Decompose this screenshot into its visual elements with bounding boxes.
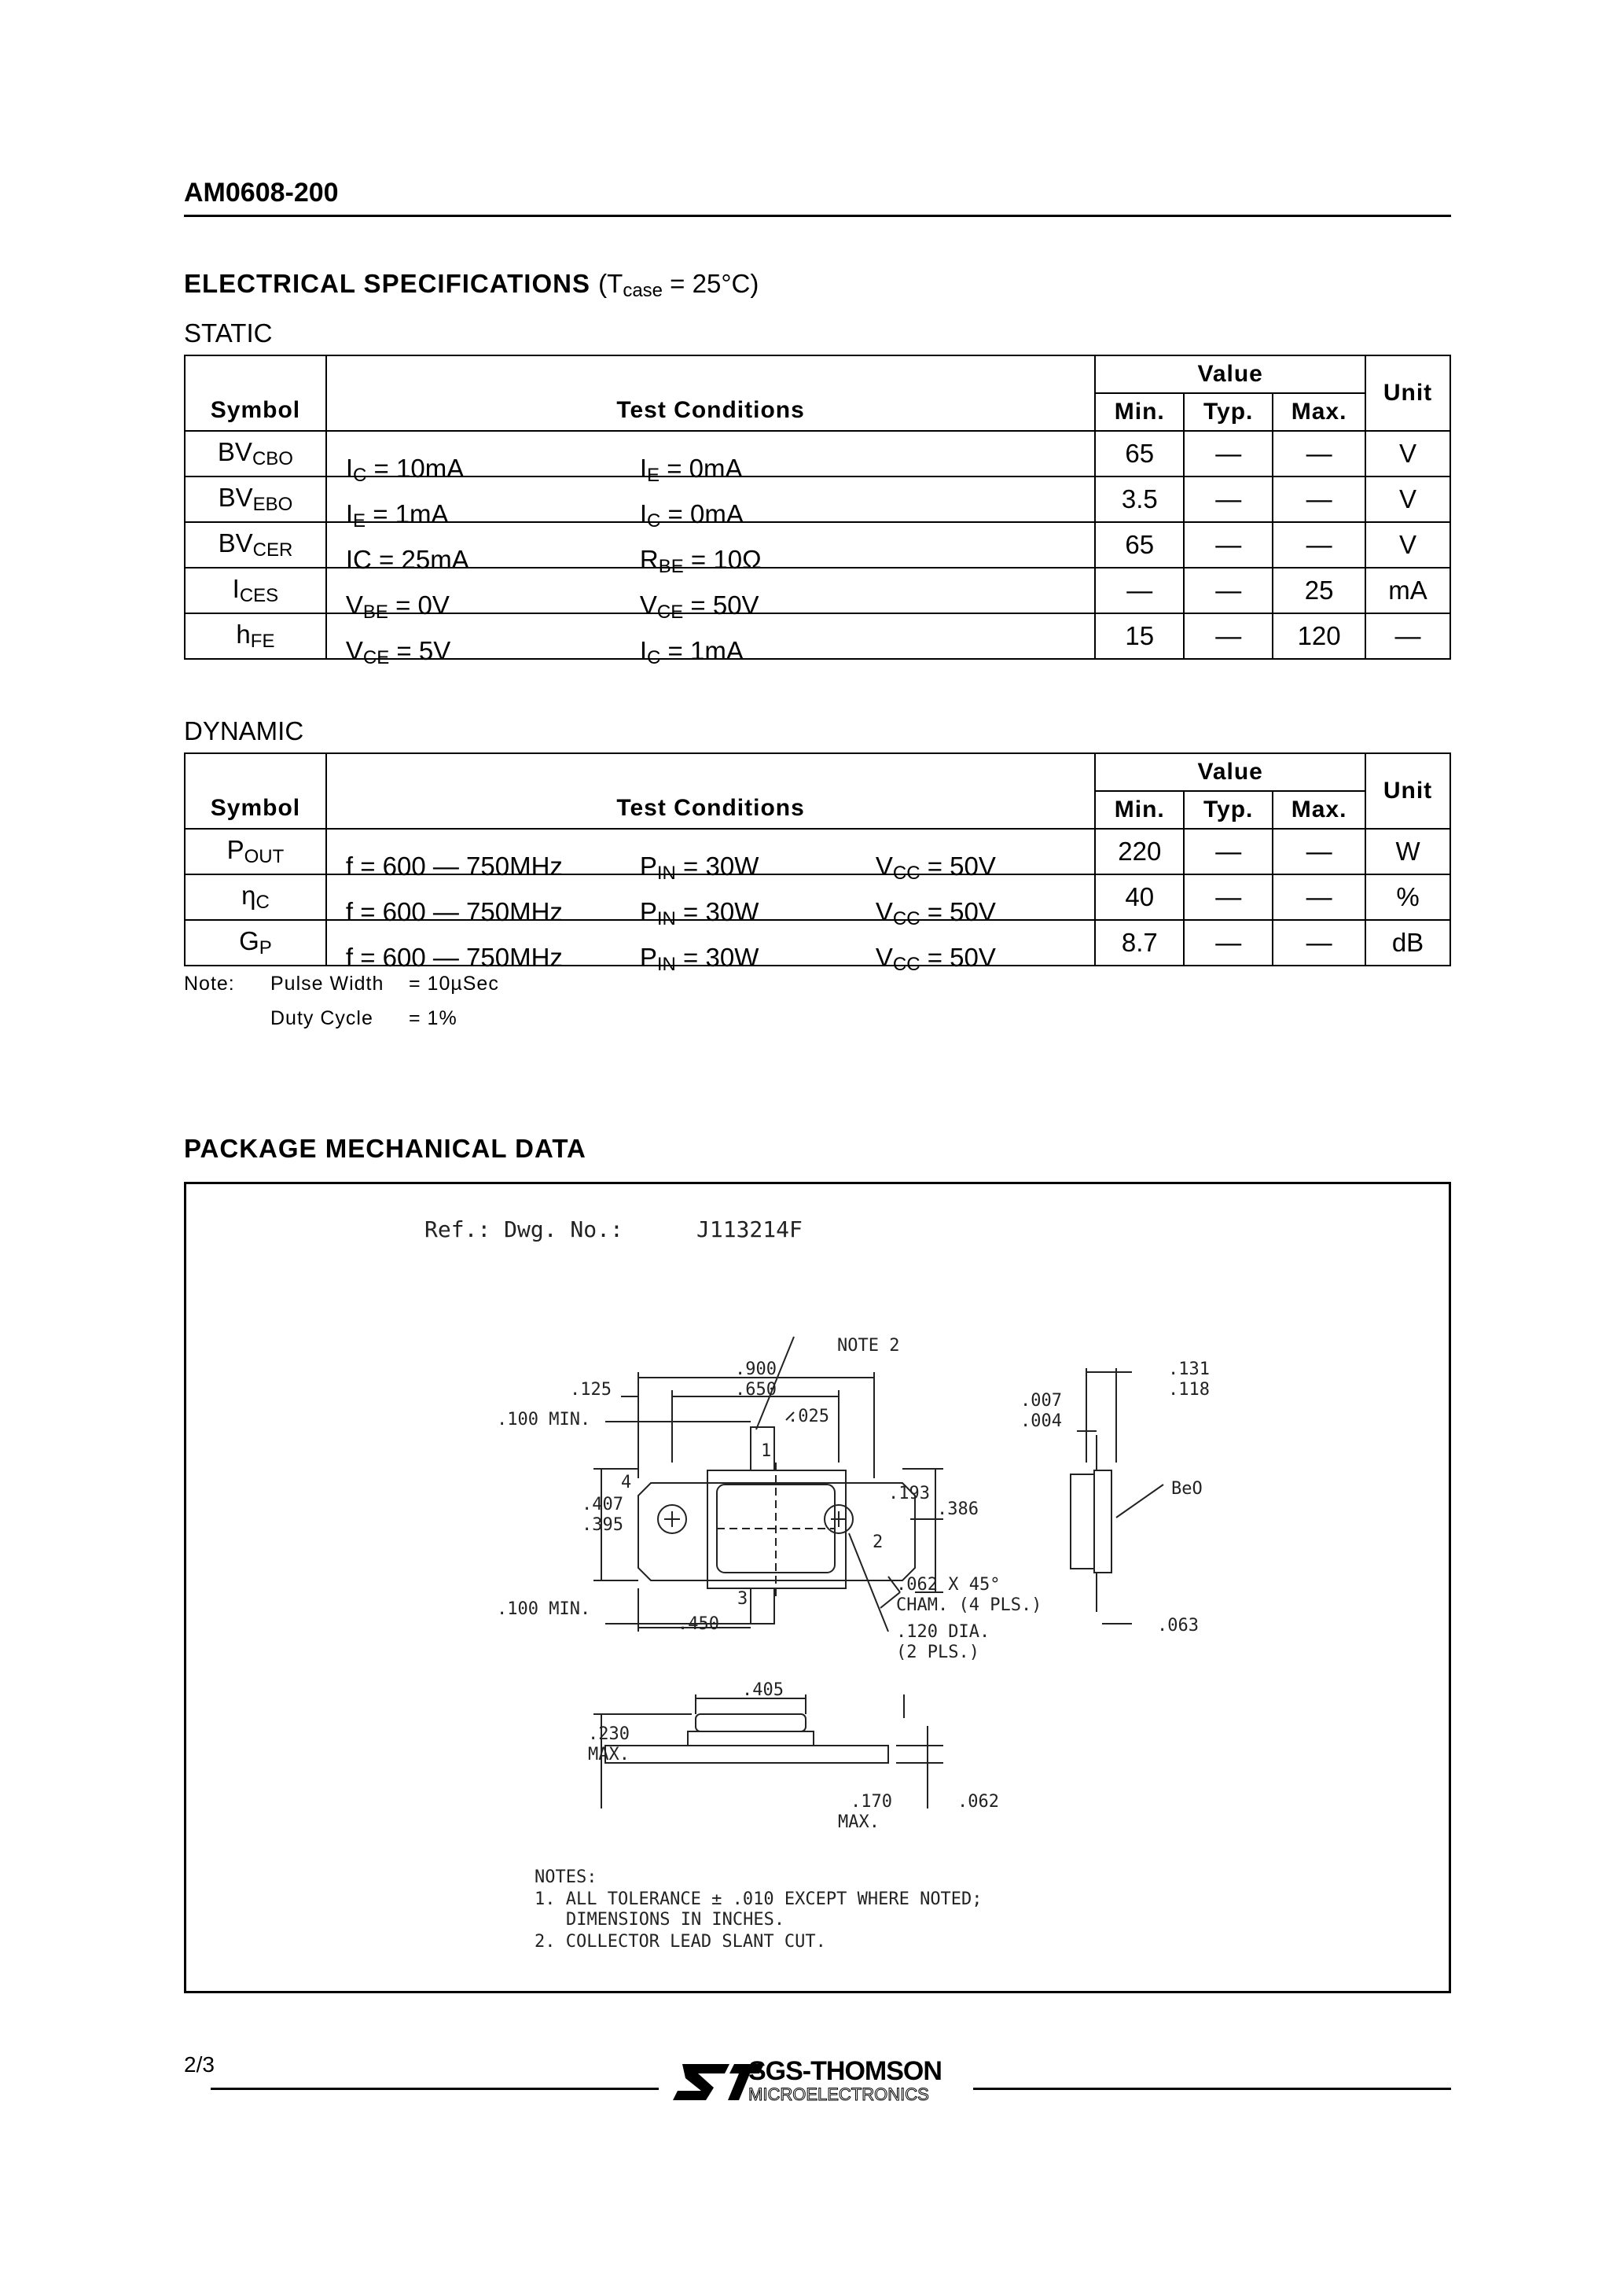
- electrical-specs-title: ELECTRICAL SPECIFICATIONS: [184, 269, 590, 298]
- symbol-cell: $h_{FE}$: [185, 613, 326, 659]
- dim-100min-top: .100 MIN.: [497, 1410, 591, 1429]
- max-cell: —: [1273, 829, 1365, 874]
- dynamic-header-unit: Unit: [1365, 753, 1450, 829]
- max-cell: —: [1273, 522, 1365, 568]
- static-header-conditions: Test Conditions: [326, 355, 1095, 431]
- bottom-flange: [605, 1746, 888, 1763]
- condition-c1: $V_{BE} = 0V$: [345, 591, 450, 623]
- min-cell: 40: [1095, 874, 1184, 920]
- brand-subtitle: MICROELECTRONICS: [748, 2084, 929, 2104]
- ref-label: Ref.: Dwg. No.:: [424, 1216, 623, 1242]
- unit-cell: V: [1365, 522, 1450, 568]
- emitter-lead: [751, 1588, 774, 1624]
- condition-c1: f = 600 — 750MHz: [345, 852, 563, 881]
- package-heading: PACKAGE MECHANICAL DATA: [184, 1134, 586, 1163]
- ref-value: J113214F: [696, 1216, 803, 1242]
- footer-rule-left: [211, 2088, 659, 2090]
- condition-c1: $I_E = 1mA$: [345, 499, 449, 532]
- note-1: 1. ALL TOLERANCE ± .010 EXCEPT WHERE NOTED;: [535, 1889, 983, 1909]
- static-header-symbol: Symbol: [185, 355, 326, 431]
- static-header-max: Max.: [1273, 393, 1365, 431]
- condition-c3: $V_{CC} = 50V$: [875, 943, 996, 975]
- condition-c2: $V_{CE} = 50V$: [639, 591, 759, 623]
- dim-386: .386: [937, 1499, 979, 1519]
- min-cell: 220: [1095, 829, 1184, 874]
- typ-cell: —: [1184, 568, 1273, 613]
- min-cell: 65: [1095, 431, 1184, 476]
- symbol-cell: $I_{CES}$: [185, 568, 326, 613]
- condition-c1: $V_{CE} = 5V$: [345, 636, 451, 668]
- max-cell: 120: [1273, 613, 1365, 659]
- static-header-typ: Typ.: [1184, 393, 1273, 431]
- typ-cell: —: [1184, 522, 1273, 568]
- dim-450: .450: [678, 1614, 719, 1634]
- dim-131: .131: [1168, 1360, 1210, 1379]
- document-title: AM0608-200: [184, 178, 339, 208]
- unit-cell: mA: [1365, 568, 1450, 613]
- condition-c2: $R_{BE} = 10\Omega$: [639, 545, 762, 577]
- symbol-cell: $G_P$: [185, 920, 326, 966]
- dynamic-header-value: Value: [1095, 753, 1365, 791]
- unit-cell: V: [1365, 476, 1450, 522]
- dynamic-header-symbol: Symbol: [185, 753, 326, 829]
- dim-062: .062: [957, 1792, 999, 1812]
- note-label: Note:: [184, 973, 235, 995]
- dim-100min-bot: .100 MIN.: [497, 1599, 591, 1619]
- unit-cell: dB: [1365, 920, 1450, 966]
- static-header-min: Min.: [1095, 393, 1184, 431]
- company-logo: [667, 2055, 973, 2114]
- dim-395: .395: [582, 1515, 623, 1535]
- symbol-cell: $BV_{EBO}$: [185, 476, 326, 522]
- unit-cell: V: [1365, 431, 1450, 476]
- note-duty-value: = 1%: [409, 1007, 457, 1029]
- unit-cell: %: [1365, 874, 1450, 920]
- condition-c1: f = 600 — 750MHz: [345, 943, 563, 972]
- electrical-specs-condition: $(T_{case} = 25^\circ C)$: [598, 269, 759, 301]
- brand-name: SGS-THOMSON: [748, 2056, 942, 2086]
- symbol-cell: $BV_{CBO}$: [185, 431, 326, 476]
- static-header-unit: Unit: [1365, 355, 1450, 431]
- dim-118: .118: [1168, 1380, 1210, 1400]
- dim-007: .007: [1020, 1391, 1062, 1411]
- dim-dia: .120 DIA.: [896, 1622, 990, 1642]
- bottom-body: [688, 1731, 814, 1746]
- dim-chamfer: .062 X 45°: [896, 1575, 1001, 1595]
- page-number: 2/3: [184, 2052, 215, 2077]
- footer-rule-right: [973, 2088, 1451, 2090]
- min-cell: —: [1095, 568, 1184, 613]
- side-beo: [1094, 1470, 1111, 1573]
- note-duty-label: Duty Cycle: [270, 1007, 373, 1029]
- pin-1: 1: [761, 1441, 772, 1461]
- max-cell: —: [1273, 920, 1365, 966]
- dim-170-max: MAX.: [838, 1812, 880, 1832]
- condition-c2: $I_C = 0mA$: [639, 499, 744, 532]
- condition-c1: f = 600 — 750MHz: [345, 897, 563, 926]
- condition-c3: $V_{CC} = 50V$: [875, 897, 996, 929]
- note-1-cont: DIMENSIONS IN INCHES.: [566, 1910, 785, 1930]
- bottom-lid: [696, 1714, 806, 1731]
- dim-chamfer-count: CHAM. (4 PLS.): [896, 1595, 1042, 1615]
- dim-063: .063: [1157, 1616, 1199, 1636]
- dynamic-header-conditions: Test Conditions: [326, 753, 1095, 829]
- dim-dia-count: (2 PLS.): [896, 1643, 979, 1662]
- dim-230-max: MAX.: [588, 1745, 630, 1764]
- dynamic-header-max: Max.: [1273, 791, 1365, 829]
- max-cell: —: [1273, 431, 1365, 476]
- note-2: 2. COLLECTOR LEAD SLANT CUT.: [535, 1932, 826, 1952]
- dim-900: .900: [735, 1360, 777, 1379]
- dim-230: .230: [588, 1724, 630, 1744]
- dynamic-header-min: Min.: [1095, 791, 1184, 829]
- condition-c2: $P_{IN} = 30W$: [639, 852, 759, 884]
- dim-025: .025: [788, 1407, 829, 1426]
- typ-cell: —: [1184, 431, 1273, 476]
- dim-170: .170: [851, 1792, 892, 1812]
- symbol-cell: $\eta_C$: [185, 874, 326, 920]
- condition-c2: $I_E = 0mA$: [639, 454, 743, 486]
- dim-004: .004: [1020, 1411, 1062, 1431]
- condition-c2: $I_C = 1mA$: [639, 636, 744, 668]
- static-label: STATIC: [184, 318, 273, 348]
- notes-title: NOTES:: [535, 1867, 597, 1887]
- dim-note2: NOTE 2: [837, 1336, 900, 1356]
- dim-407: .407: [582, 1495, 623, 1514]
- label-beo: BeO: [1171, 1479, 1203, 1499]
- note-pulse-label: Pulse Width: [270, 973, 384, 995]
- max-cell: 25: [1273, 568, 1365, 613]
- typ-cell: —: [1184, 920, 1273, 966]
- condition-c2: $P_{IN} = 30W$: [639, 943, 759, 975]
- dynamic-label: DYNAMIC: [184, 716, 304, 745]
- pin-2: 2: [873, 1533, 884, 1552]
- pin-4: 4: [621, 1473, 632, 1492]
- typ-cell: —: [1184, 476, 1273, 522]
- dynamic-header-typ: Typ.: [1184, 791, 1273, 829]
- dim-193: .193: [888, 1484, 930, 1503]
- condition-c2: $P_{IN} = 30W$: [639, 897, 759, 929]
- min-cell: 3.5: [1095, 476, 1184, 522]
- condition-c1: IC = 25mA: [345, 545, 469, 574]
- condition-c3: $V_{CC} = 50V$: [875, 852, 996, 884]
- typ-cell: —: [1184, 613, 1273, 659]
- unit-cell: —: [1365, 613, 1450, 659]
- pin-3: 3: [737, 1589, 748, 1609]
- max-cell: —: [1273, 476, 1365, 522]
- typ-cell: —: [1184, 829, 1273, 874]
- dim-125: .125: [570, 1380, 612, 1400]
- min-cell: 15: [1095, 613, 1184, 659]
- min-cell: 65: [1095, 522, 1184, 568]
- symbol-cell: $BV_{CER}$: [185, 522, 326, 568]
- unit-cell: W: [1365, 829, 1450, 874]
- side-flange: [1071, 1474, 1094, 1569]
- note-pulse-value: = 10µSec: [409, 973, 499, 995]
- min-cell: 8.7: [1095, 920, 1184, 966]
- typ-cell: —: [1184, 874, 1273, 920]
- dim-405: .405: [742, 1680, 784, 1700]
- max-cell: —: [1273, 874, 1365, 920]
- static-header-value: Value: [1095, 355, 1365, 393]
- symbol-cell: $P_{OUT}$: [185, 829, 326, 874]
- condition-c1: $I_C = 10mA$: [345, 454, 465, 486]
- dim-650: .650: [735, 1380, 777, 1400]
